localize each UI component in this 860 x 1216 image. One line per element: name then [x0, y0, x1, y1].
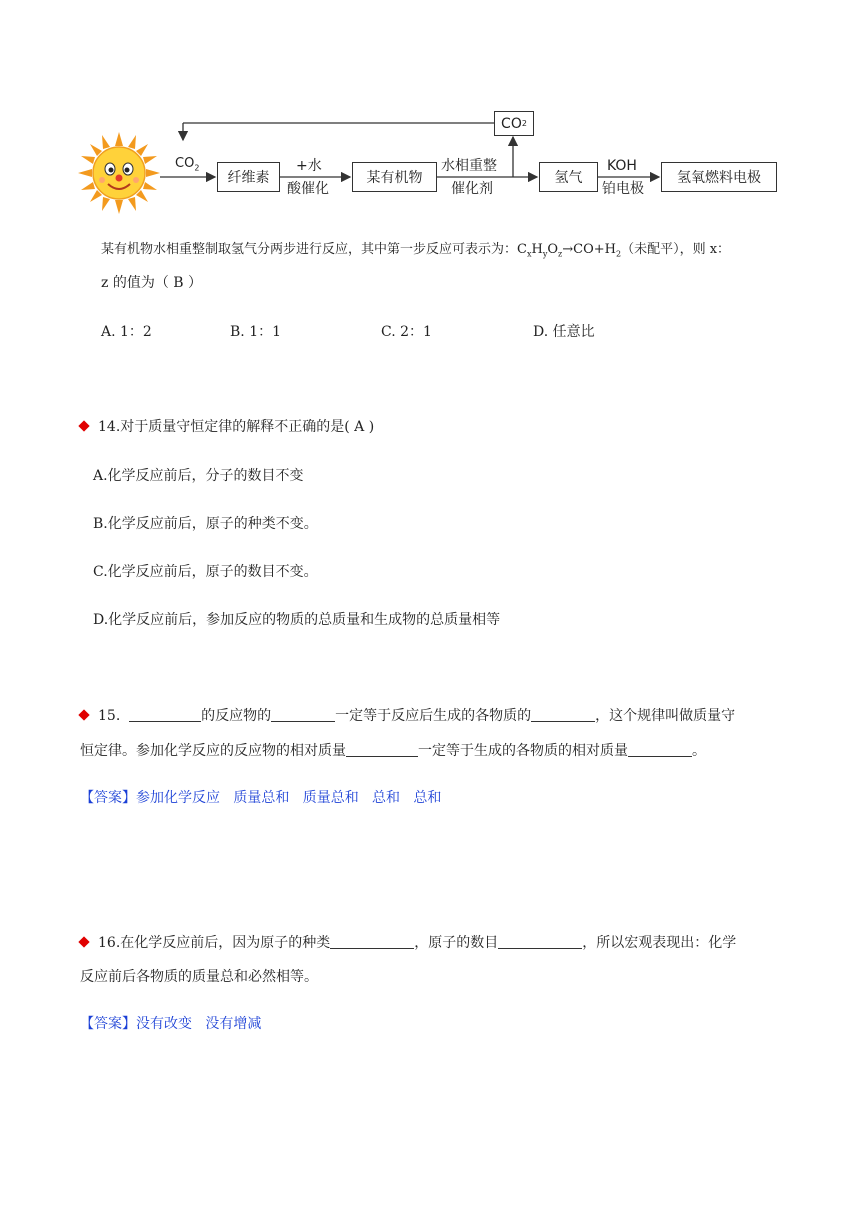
- diagram-arrows: [0, 100, 860, 210]
- q16-line2: 反应前后各物质的质量总和必然相等。: [80, 969, 318, 985]
- arrow2-bottom-label: 催化剂: [451, 181, 493, 197]
- q13-stem-line1: 某有机物水相重整制取氢气分两步进行反应，其中第一步反应可表示为：$C_xH_yO_z\to CO+H_2$（未配平），则 x：: [101, 242, 731, 259]
- bullet-diamond-icon: [78, 936, 89, 947]
- answer-tag: 【答案】: [80, 1016, 136, 1032]
- fill-blank[interactable]: [271, 707, 335, 722]
- fill-blank[interactable]: [498, 934, 582, 949]
- arrow2-top-label: 水相重整: [441, 158, 497, 174]
- q13-stem-line2: z 的值为（ B ）: [101, 275, 203, 291]
- q14-option-a: A.化学反应前后，分子的数目不变: [93, 468, 304, 484]
- q14-option-d: D.化学反应前后，参加反应的物质的总质量和生成物的总质量相等: [93, 612, 501, 628]
- q15-line1: 15. 的反应物的 一定等于反应后生成的各物质的 ，这个规律叫做质量守: [80, 706, 735, 726]
- q15-answer: [80, 788, 441, 808]
- fuel-cell-box: 氢氧燃料电极: [661, 162, 777, 192]
- fill-blank[interactable]: [330, 934, 414, 949]
- q13-option-d: D. 任意比: [533, 324, 595, 340]
- co2-output-box: CO 2: [494, 111, 534, 136]
- bullet-diamond-icon: [78, 420, 89, 431]
- answer-tag: 【答案】: [80, 790, 136, 806]
- q13-option-b: B. 1：1: [230, 324, 282, 340]
- q14-stem: 14.对于质量守恒定律的解释不正确的是( A ): [80, 417, 374, 437]
- co2-input-label: $CO_2$: [175, 156, 200, 173]
- q14-option-c: C.化学反应前后，原子的数目不变。: [93, 564, 318, 580]
- fill-blank[interactable]: [129, 707, 201, 722]
- arrow1-top-label: +水: [296, 158, 322, 174]
- arrow3-bottom-label: 铂电极: [602, 181, 644, 197]
- q16-answer: [80, 1014, 261, 1034]
- q13-option-a: A. 1：2: [101, 324, 152, 340]
- q14-option-b: B.化学反应前后，原子的种类不变。: [93, 516, 318, 532]
- q15-line2: 恒定律。参加化学反应的反应物的相对质量 一定等于生成的各物质的相对质量 。: [80, 743, 706, 759]
- arrow1-bottom-label: 酸催化: [287, 181, 329, 197]
- hydrogen-box: 氢气: [539, 162, 598, 192]
- fill-blank[interactable]: [531, 707, 595, 722]
- organic-compound-box: 某有机物: [352, 162, 437, 192]
- process-diagram: [0, 100, 860, 210]
- q13-option-c: C. 2：1: [381, 324, 432, 340]
- fill-blank[interactable]: [628, 742, 692, 757]
- cellulose-box: 纤维素: [217, 162, 280, 192]
- answer-text: 没有改变 没有增减: [136, 1016, 262, 1032]
- bullet-diamond-icon: [78, 709, 89, 720]
- q16-line1: 16.在化学反应前后，因为原子的种类 ，原子的数目 ，所以宏观表现出：化学: [80, 933, 736, 953]
- fill-blank[interactable]: [346, 742, 418, 757]
- arrow3-top-label: KOH: [607, 158, 637, 174]
- answer-text: 参加化学反应 质量总和 质量总和 总和 总和: [136, 790, 442, 806]
